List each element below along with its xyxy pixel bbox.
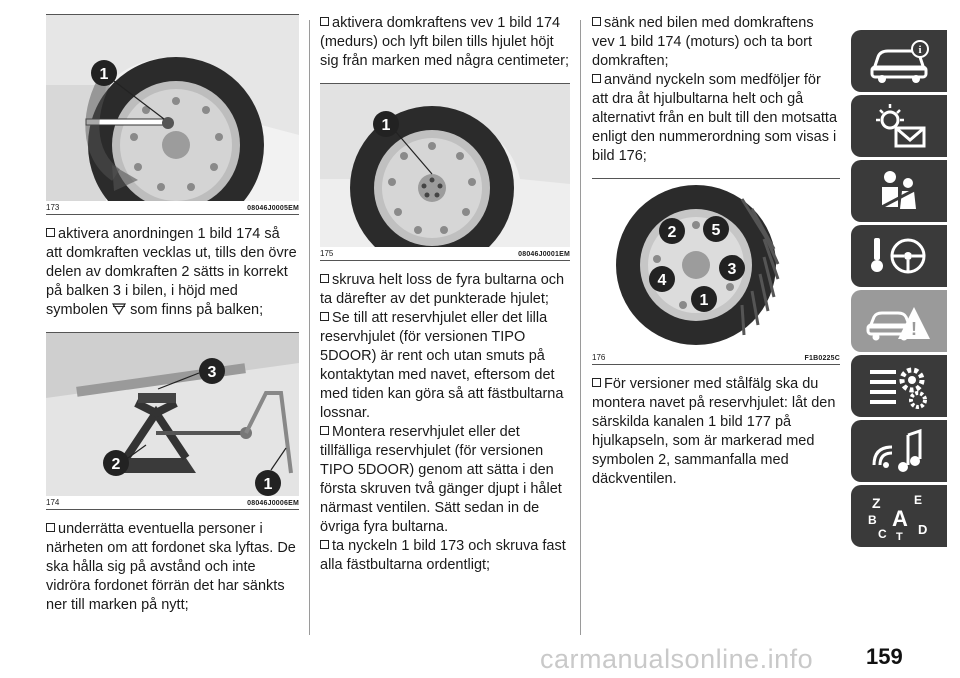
- figure-175-image: [320, 84, 570, 247]
- step-tighten-bolts: ta nyckeln 1 bild 173 och skruva fast alla fästbultarna ordentligt;: [320, 538, 566, 573]
- figure-code: 08046J0006EM: [247, 500, 299, 507]
- step-steel-rim-hubcap: För versioner med stålfälg ska du montera navet på reservhjulet: låt den särskilda kanalen 1 bild 177 på hjulkapseln, som är markerad med symbolen 2, sammanfalla med däckventilen.: [592, 376, 836, 487]
- figure-174-image: [46, 333, 299, 496]
- column-divider: [580, 20, 581, 635]
- tab-car-info[interactable]: [851, 30, 947, 92]
- svg-text:1: 1: [99, 66, 109, 83]
- multimedia-icon: [864, 425, 934, 477]
- step-check-spare-clean: Se till att reservhjulet eller det lilla reservhjulet (för versionen TIPO 5DOOR) är rent och utan smuts på kontaktytan med navet, eftersom det med tiden kan göra så att fästbultarna lossnar.: [320, 310, 564, 421]
- svg-text:D: D: [918, 522, 928, 537]
- bullet-box-icon: [592, 74, 601, 83]
- bullet-box-icon: [592, 378, 601, 387]
- figure-176: [592, 178, 840, 351]
- callout-2: [103, 450, 129, 476]
- step-crank-jack: aktivera domkraftens vev 1 bild 174 (medurs) och lyft bilen tills hjulet höjt sig från marken med några centimeter;: [320, 15, 570, 69]
- svg-text:E: E: [914, 493, 923, 507]
- index-icon: [864, 490, 934, 542]
- bullet-box-icon: [46, 228, 55, 237]
- svg-text:5: 5: [711, 222, 721, 239]
- callout-3: [199, 358, 225, 384]
- svg-text:1: 1: [699, 292, 709, 309]
- jack-point-triangle-icon: [112, 303, 126, 315]
- column-1: [46, 14, 299, 615]
- chapter-tabs: [851, 30, 949, 550]
- bullet-box-icon: [46, 523, 55, 532]
- watermark: carmanualsonline.info: [540, 644, 814, 674]
- figure-number: 175: [320, 249, 334, 258]
- step-activate-jack: aktivera anordningen 1 bild 174 så att domkraften vecklas ut, tills den övre delen av domkraften 2 sätts in korrekt på balken 3 i bilen, i höjd med symbolen som finns på balken;: [46, 226, 297, 318]
- callout-5: [703, 216, 729, 242]
- figure-176-caption: [592, 351, 840, 365]
- bullet-box-icon: [320, 312, 329, 321]
- safety-icon: [864, 165, 934, 217]
- svg-text:3: 3: [727, 261, 737, 278]
- svg-text:3: 3: [207, 364, 217, 381]
- svg-text:2: 2: [667, 224, 677, 241]
- svg-text:4: 4: [657, 272, 667, 289]
- tab-multimedia[interactable]: [851, 420, 947, 482]
- svg-text:!: !: [911, 319, 917, 339]
- callout-1: [373, 111, 399, 137]
- starting-driving-icon: [864, 230, 934, 282]
- svg-text:A: A: [892, 506, 908, 531]
- svg-text:C: C: [878, 527, 887, 541]
- figure-173: [46, 14, 299, 201]
- step-unscrew-bolts: skruva helt loss de fyra bultarna och ta därefter av det punkterade hjulet;: [320, 272, 565, 307]
- figure-175: [320, 83, 570, 247]
- figure-175-caption: [320, 247, 570, 261]
- callout-1: [691, 286, 717, 312]
- svg-text:2: 2: [111, 456, 121, 473]
- bullet-box-icon: [592, 17, 601, 26]
- tab-safety[interactable]: [851, 160, 947, 222]
- tab-starting-driving[interactable]: [851, 225, 947, 287]
- svg-text:Z: Z: [872, 495, 881, 511]
- tab-warning-lights[interactable]: [851, 95, 947, 157]
- bullet-box-icon: [320, 17, 329, 26]
- figure-number: 173: [46, 203, 60, 212]
- svg-text:T: T: [896, 531, 903, 542]
- bullet-box-icon: [320, 274, 329, 283]
- callout-3: [719, 255, 745, 281]
- tab-maintenance[interactable]: [851, 355, 947, 417]
- svg-text:i: i: [918, 44, 922, 56]
- page-number: 159: [866, 644, 903, 669]
- figure-number: 176: [592, 353, 606, 362]
- figure-173-image: [46, 15, 299, 201]
- svg-text:1: 1: [263, 476, 273, 493]
- svg-text:B: B: [868, 513, 877, 527]
- tab-index[interactable]: [851, 485, 947, 547]
- svg-text:1: 1: [381, 117, 391, 134]
- column-3: [592, 14, 840, 489]
- column-2: [320, 14, 570, 575]
- figure-174-caption: [46, 496, 299, 510]
- emergency-icon: [864, 295, 934, 347]
- column-divider: [309, 20, 310, 635]
- callout-4: [649, 266, 675, 292]
- bullet-box-icon: [320, 540, 329, 549]
- maintenance-icon: [864, 360, 934, 412]
- figure-code: 08046J0005EM: [247, 205, 299, 212]
- bullet-box-icon: [320, 426, 329, 435]
- figure-174: [46, 332, 299, 496]
- callout-1: [255, 470, 281, 496]
- figure-code: F1B0225C: [804, 355, 840, 362]
- callout-2: [659, 218, 685, 244]
- step-lower-car: sänk ned bilen med domkraftens vev 1 bild 174 (moturs) och ta bort domkraften;: [592, 15, 814, 69]
- tab-emergency[interactable]: [851, 290, 947, 352]
- callout-1: [91, 60, 117, 86]
- figure-code: 08046J0001EM: [518, 251, 570, 258]
- figure-176-image: [592, 179, 840, 351]
- step-mount-spare: Montera reservhjulet eller det tillfälliga reservhjulet (för versionen TIPO 5DOOR) genom att sätta i den första skruven två gänger djupt i hålet närmast ventilen. Sätt sedan in de övriga fyra bultarna.: [320, 424, 562, 535]
- car-info-icon: [864, 35, 934, 87]
- step-warn-people: underrätta eventuella personer i närheten om att fordonet ska lyftas. De ska hålla sig på avstånd och inte vidröra fordonet förrän det har sänkts ner till marken på nytt;: [46, 521, 296, 613]
- warning-lights-icon: [864, 100, 934, 152]
- step-tighten-sequence: använd nyckeln som medföljer för att dra åt hjulbultarna helt och gå alternativt från en bult till den motsatta enligt den nummerordning som visas i bild 176;: [592, 72, 838, 164]
- figure-number: 174: [46, 498, 60, 507]
- figure-173-caption: [46, 201, 299, 215]
